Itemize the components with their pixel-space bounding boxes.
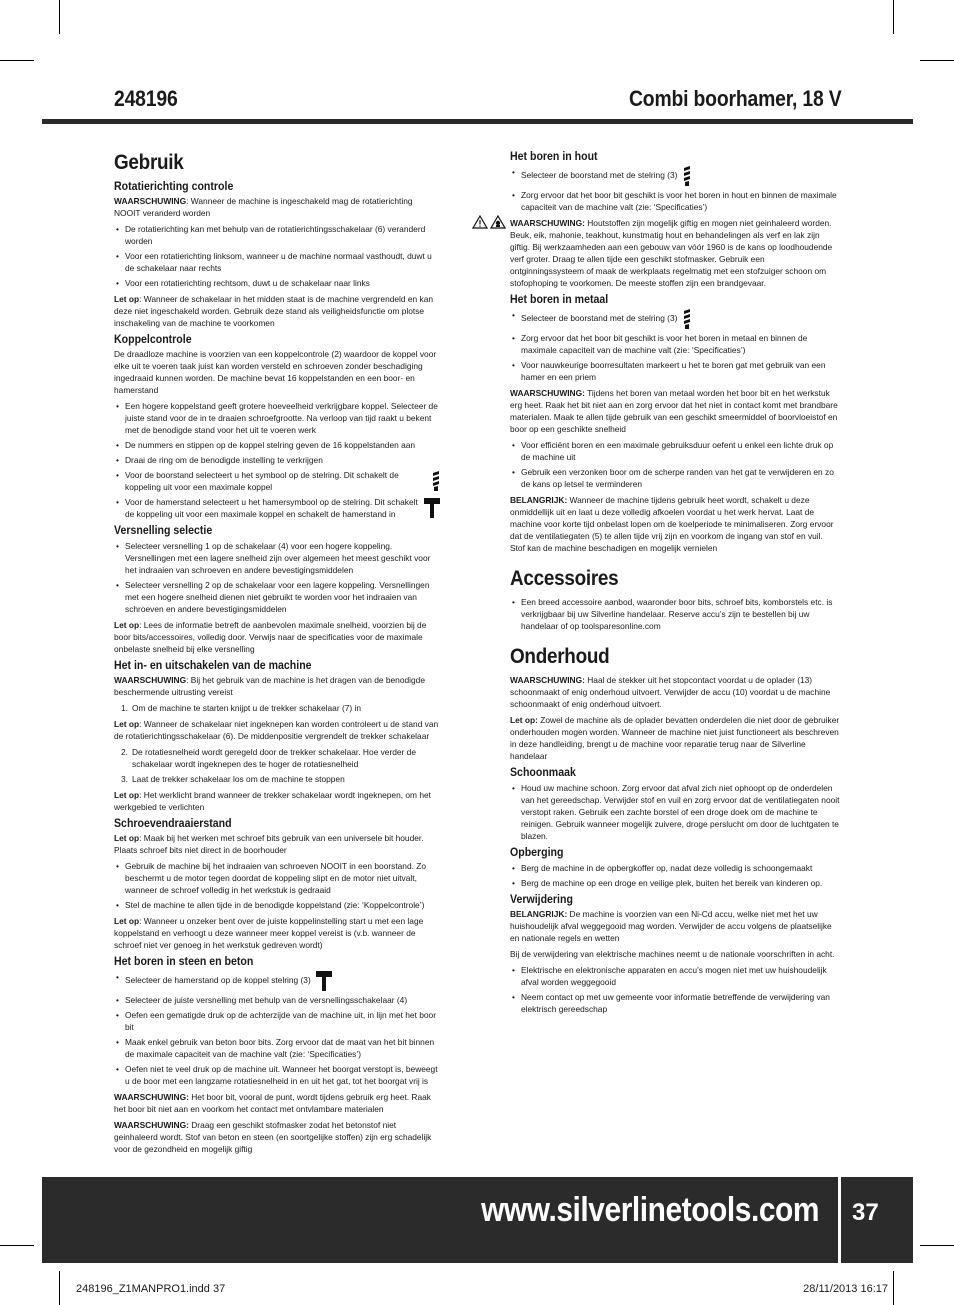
- important-body: De machine is voorzien van een Ni-Cd accu, welke niet met het uw huishoudelijk afval weggegooid mag worden. Verwijder de accu volgens de plaatselijke en nationale regels en wetten: [510, 909, 832, 943]
- note-text: [510, 714, 840, 762]
- list-item-text: Selecteer de boorstand met de stelring (3): [521, 313, 678, 324]
- warning-label: WAARSCHUWING:: [114, 1092, 189, 1102]
- warning-body: Tijdens het boren van metaal worden het boor bit en het werkstuk erg heet. Raak het bit niet aan en zorg ervoor dat het niet in contact komt met brandbare materialen. Maak te allen tijde gebruik van een geschikt smeermiddel of boorvloeistof en boor op een geschikte snelheid: [510, 388, 838, 434]
- list-item: • Selecteer de juiste versnelling met behulp van de versnellingsschakelaar (4): [114, 994, 440, 1006]
- note-label: Let op: [114, 790, 140, 800]
- list-item: • Selecteer versnelling 1 op de schakelaar (4) voor een hogere koppeling. Versnellingen met een lagere snelheid zijn over algemeen het meest geschikt voor het indraaien van schroeven en andere bevestigingsmiddelen: [114, 540, 440, 576]
- bullet-list: [114, 223, 440, 289]
- crop-mark: [920, 60, 954, 61]
- note-text: [114, 915, 440, 951]
- dust-mask-warning-icon: [490, 215, 506, 229]
- warning-label: WAARSCHUWING:: [510, 218, 585, 228]
- list-item: • Neem contact op met uw gemeente voor informatie betreffende de verwijdering van elektrisch gereedschap: [510, 991, 840, 1015]
- list-item-text: Om de machine te starten knijpt u de trekker schakelaar (7) in: [132, 703, 362, 713]
- drill-mode-icon: [683, 309, 691, 329]
- heading-rotation: Rotatierichting controle: [114, 181, 234, 193]
- important-label: BELANGRIJK:: [510, 909, 568, 919]
- list-item: • Maak enkel gebruik van beton boor bits. Zorg ervoor dat de maat van het bit binnen de maximale capaciteit van de machine valt (zie: ‘Specificaties’): [114, 1036, 440, 1060]
- heading-torque: Koppelcontrole: [114, 334, 192, 346]
- warning-icons: [472, 215, 506, 229]
- warning-body: : Bij het gebruik van de machine is het dragen van de benodigde beschermende uitrusting vereist: [114, 675, 425, 697]
- list-item-text: Selecteer de boorstand met de stelring (3): [521, 170, 678, 181]
- section-title-onderhoud: Onderhoud: [510, 645, 610, 668]
- bullet-list: [510, 309, 840, 383]
- list-item: • Zorg ervoor dat het boor bit geschikt is voor het boren in hout en binnen de maximale capaciteit van de machine valt (zie: ‘Specificaties’): [510, 189, 840, 213]
- list-item: • Gebruik een verzonken boor om de scherpe randen van het gat te verwijderen en zo de kans op letsel te verminderen: [510, 466, 840, 490]
- warning-body: Haal de stekker uit het stopcontact voordat u de oplader (13) schoonmaakt of enig onderhoud uitvoert. Verwijder de accu (10) voordat u de machine schoonmaakt of enig onderhoud uitvoert.: [510, 675, 831, 709]
- warning-body: Draag een geschikt stofmasker zodat het betonstof niet geinhaleerd wordt. Stof van beton en steen (en soortgelijke stoffen) zijn erg schadelijk voor de gezondheid en mogelijk giftig: [114, 1120, 432, 1154]
- note-text: [114, 832, 440, 856]
- bullet-list: [114, 540, 440, 615]
- list-item: [510, 309, 840, 329]
- list-number: 2.: [121, 747, 128, 757]
- page-title: Combi boorhamer, 18 V: [629, 86, 842, 111]
- warning-text: [114, 674, 440, 698]
- hammer-mode-icon: [316, 971, 332, 991]
- bullet-list: [510, 862, 840, 889]
- note-body: : Het werklicht brand wanneer de trekker schakelaar wordt ingeknepen, om het werkgebied te verlichten: [114, 790, 432, 812]
- bullet-list: [114, 400, 440, 520]
- list-item: • Een hogere koppelstand geeft grotere hoeveelheid verkrijgbare koppel. Selecteer de juiste stand voor de in te draaien schroefgrootte. Na verloop van tijd raakt u bekent met de benodigde stand voor het uit te voeren werk: [114, 400, 440, 436]
- bullet-list: [510, 596, 840, 632]
- note-body: : Lees de informatie betreft de aanbevolen maximale snelheid, voorzien bij de boor bits/accessoires, volledig door. Verwijs naar de specificaties voor de maximale onbelaste snelheid bij elke versnelling: [114, 620, 427, 654]
- list-item: • Selecteer versnelling 2 op de schakelaar voor een lagere koppeling. Versnellingen met een hogere snelheid dienen niet gebruikt te worden voor het indraaien van schroeven en andere bevestigingsmiddelen: [114, 579, 440, 615]
- list-number: 3.: [121, 774, 128, 784]
- warning-text: [114, 1091, 440, 1115]
- warning-body: Houtstoffen zijn mogelijk giftig en mogen niet geinhaleerd worden. Beuk, eik, mahonie, teakhout, kunstmatig hout en behandelingen als verf en lak zijn giftig. Bij werkzaamheden aan een gebouw van vóór 1960 is de kans op loodhoudende verf groter. Draag te allen tijde een geschikt stofmasker. Gebruik een ontginningssysteem of maak de werkplaats regelmatig met een stofzuiger schoon om stofophoping te voorkomen. De meeste stoffen zijn een brandgevaar.: [510, 218, 833, 288]
- note-label: Let op: [114, 833, 140, 843]
- warning-body: : Wanneer de machine is ingeschakeld mag de rotatierichting NOOIT veranderd worden: [114, 196, 413, 218]
- list-item: • Zorg ervoor dat het boor bit geschikt is voor het boren in metaal en binnen de maximale capaciteit van de machine valt (zie: ‘Specificaties’): [510, 332, 840, 356]
- list-item-text: Selecteer de hamerstand op de koppel stelring (3): [125, 975, 311, 986]
- important-label: BELANGRIJK:: [510, 495, 568, 505]
- bullet-list: [510, 166, 840, 213]
- note-label: Let op: [114, 719, 140, 729]
- warning-text: [510, 217, 840, 289]
- footer-divider: [838, 1177, 841, 1263]
- section-title-gebruik: Gebruik: [114, 151, 184, 174]
- note-body: Zowel de machine als de oplader bevatten onderdelen die niet door de gebruiker onderhouden mogen worden. Wanneer de machine niet juist functioneert als beschreven in deze handleiding, brengt u de machine voor reparatie terug naar de Silverline handelaar: [510, 715, 840, 761]
- list-item: • Voor efficiënt boren en een maximale gebruiksduur oefent u enkel een lichte druk op de machine uit: [510, 439, 840, 463]
- heading-cleaning: Schoonmaak: [510, 767, 576, 779]
- note-body: : Wanneer u onzeker bent over de juiste koppelinstelling start u met een lage koppelstand en verhoogt u deze wanneer meer koppel vereist is (v.b. wanneer de schroef niet ver genoeg in het werkstuk gedreven wordt): [114, 916, 424, 950]
- list-item: • Houd uw machine schoon. Zorg ervoor dat afval zich niet ophoopt op de onderdelen van het gereedschap. Verwijder stof en vuil en zorg ervoor dat de ventilatiegaten nooit verstopt raken. Gebruik een zachte borstel of een droge doek om de machine te reinigen. Gebruik wanneer mogelijk zuivere, droge perslucht om door de luchtgaten te blazen.: [510, 782, 840, 842]
- heading-storage: Opberging: [510, 847, 564, 859]
- heading-screwdriver: Schroevendraaierstand: [114, 818, 232, 830]
- note-text: [114, 718, 440, 742]
- list-item-text: Voor de hamerstand selecteert u het hamersymbool op de stelring. Dit schakelt de koppeling uit voor een maximale koppel en schakelt de hamerstand in: [125, 497, 418, 519]
- note-label: Let op: [114, 916, 140, 926]
- warning-text: [114, 1119, 440, 1155]
- list-item: • Oefen niet te veel druk op de machine uit. Wanneer het boorgat verstopt is, beweegt u de boor met een langzame rotatiesnelheid in en uit het gat, tot het boorgat vrij is: [114, 1063, 440, 1087]
- list-item: • Berg de machine in de opbergkoffer op, nadat deze volledig is schoongemaakt: [510, 862, 840, 874]
- bullet-list: [510, 439, 840, 490]
- list-item: [114, 702, 440, 714]
- list-item: [114, 469, 440, 493]
- note-body: : Maak bij het werken met schroef bits gebruik van een universele bit houder. Plaats schroef bits niet direct in de boorhouder: [114, 833, 424, 855]
- note-text: [114, 619, 440, 655]
- warning-text: [510, 674, 840, 710]
- list-item: • Berg de machine op een droge en veilige plek, buiten het bereik van kinderen op.: [510, 877, 840, 889]
- paragraph: De draadloze machine is voorzien van een koppelcontrole (2) waardoor de koppel voor elke uit te voeren taak juist kan worden versteld en schroeven zonder beschadiging ingedraaid kunnen worden. De machine bevat 16 koppelstanden en een boor- en hamerstand: [114, 349, 437, 395]
- note-body: : Wanneer de schakelaar in het midden staat is de machine vergrendeld en kan deze niet ingeschakeld worden. Gebruik deze stand als veiligheidsfunctie om plotse inschakeling van de machine te voorkomen: [114, 294, 434, 328]
- left-column: [114, 150, 440, 1159]
- bullet-list: [114, 860, 440, 911]
- important-body: Wanneer de machine tijdens gebruik heet wordt, schakelt u deze onmiddellijk uit en laat u deze volledig afkoelen voordat u het werk hervat. Laat de machine voor korte tijd onbelast lopen om de koelperiode te minimaliseren. Zorg ervoor dat de ventilatiegaten (5) te allen tijde vrij zijn en voorkom de ingang van stof en vuil. Stof kan de machine beschadigen en mogelijk vernielen: [510, 495, 834, 553]
- note-label: Let op: [114, 294, 140, 304]
- list-item: • Een breed accessoire aanbod, waaronder boor bits, schroef bits, komborstels etc. is verkrijgbaar bij uw Silverline handelaar. Reserve accu’s zijn te bestellen bij uw handelaar of op toolsparesonline.com: [510, 596, 840, 632]
- warning-label: WAARSCHUWING:: [510, 388, 585, 398]
- header-rule: [42, 119, 913, 124]
- paragraph: Bij de verwijdering van elektrische machines neemt u de nationale voorschriften in acht.: [510, 949, 835, 959]
- bullet-list: [510, 782, 840, 842]
- warning-triangle-icon: [472, 215, 488, 229]
- list-number: 1.: [121, 703, 128, 713]
- list-item: [114, 773, 440, 785]
- hammer-mode-icon: [424, 498, 440, 518]
- crop-mark: [59, 1271, 60, 1305]
- footer-band: [42, 1177, 913, 1263]
- list-item: • Gebruik de machine bij het indraaien van schroeven NOOIT in een boorstand. Zo beschermt u de motor tegen doordat de koppeling slipt en de motor niet uitvalt, wanneer de schroef volledig in het werkstuk is gedraaid: [114, 860, 440, 896]
- list-item: • Draai de ring om de benodigde instelling te verkrijgen: [114, 454, 440, 466]
- warning-label: WAARSCHUWING: [114, 675, 187, 685]
- print-slug-file: 248196_Z1MANPRO1.indd 37: [76, 1283, 226, 1295]
- list-item: • Voor een rotatierichting rechtsom, duwt u de schakelaar naar links: [114, 277, 440, 289]
- warning-body: Het boor bit, vooral de punt, wordt tijdens gebruik erg heet. Raak het boor bit niet aan en voorkom het contact met ontvlambare materialen: [114, 1092, 431, 1114]
- note-text: [114, 293, 440, 329]
- list-item: [114, 971, 440, 991]
- list-item: • Stel de machine te allen tijde in de benodigde koppelstand (zie: ‘Koppelcontrole’): [114, 899, 440, 911]
- warning-text: [510, 387, 840, 435]
- heading-metal: Het boren in metaal: [510, 294, 609, 306]
- crop-mark: [0, 1245, 34, 1246]
- numbered-list: [114, 702, 440, 714]
- bullet-list: [114, 971, 440, 1087]
- crop-mark: [59, 0, 60, 34]
- heading-stone: Het boren in steen en beton: [114, 956, 254, 968]
- list-item: [510, 166, 840, 186]
- list-item-text: Voor de boorstand selecteert u het symbool op de stelring. Dit schakelt de koppeling uit voor een maximale koppel: [125, 470, 399, 492]
- list-item: • Voor een rotatierichting linksom, wanneer u de machine normaal vasthoudt, duwt u de schakelaar naar rechts: [114, 250, 440, 274]
- print-slug-date: 28/11/2013 16:17: [803, 1283, 888, 1295]
- warning-label: WAARSCHUWING:: [114, 1120, 189, 1130]
- heading-switch: Het in- en uitschakelen van de machine: [114, 660, 312, 672]
- note-label: Let op:: [510, 715, 538, 725]
- warning-label: WAARSCHUWING: [114, 196, 187, 206]
- crop-mark: [920, 1245, 954, 1246]
- section-title-accessoires: Accessoires: [510, 567, 619, 590]
- list-item: [114, 746, 440, 770]
- list-item: • Elektrische en elektronische apparaten en accu’s mogen niet met uw huishoudelijk afval worden weggegooid: [510, 964, 840, 988]
- list-item: • Voor nauwkeurige boorresultaten markeert u het te boren gat met gebruik van een hamer en een priem: [510, 359, 840, 383]
- list-item: • De rotatierichting kan met behulp van de rotatierichtingsschakelaar (6) veranderd worden: [114, 223, 440, 247]
- list-item: • De nummers en stippen op de koppel stelring geven de 16 koppelstanden aan: [114, 439, 440, 451]
- crop-mark: [0, 60, 34, 61]
- product-code: 248196: [114, 86, 178, 111]
- drill-mode-icon: [683, 166, 691, 186]
- bullet-list: [510, 964, 840, 1015]
- important-text: [510, 908, 840, 944]
- warning-label: WAARSCHUWING:: [510, 675, 585, 685]
- crop-mark: [893, 1271, 894, 1305]
- website-link[interactable]: www.silverlinetools.com: [481, 1191, 819, 1229]
- list-item: • Oefen een gematigde druk op de achterzijde van de machine uit, in lijn met het boor bit: [114, 1009, 440, 1033]
- heading-wood: Het boren in hout: [510, 151, 598, 163]
- warning-text: [114, 195, 440, 219]
- right-column: [510, 150, 840, 1019]
- note-body: : Wanneer de schakelaar niet ingeknepen kan worden controleert u de stand van de rotatierichtingsschakelaar (6). De middenpositie vergrendelt de trekker schakelaar: [114, 719, 439, 741]
- list-item-text: De rotatiesnelheid wordt geregeld door de trekker schakelaar. Hoe verder de schakelaar wordt ingeknepen des te hoger de rotatiesnelheid: [132, 747, 416, 769]
- heading-disposal: Verwijdering: [510, 894, 573, 906]
- important-text: [510, 494, 840, 554]
- page-number: 37: [852, 1199, 879, 1226]
- heading-gear: Versnelling selectie: [114, 525, 213, 537]
- crop-mark: [893, 0, 894, 34]
- list-item: [114, 496, 440, 520]
- note-label: Let op: [114, 620, 140, 630]
- numbered-list: [114, 746, 440, 785]
- drill-mode-icon: [432, 471, 440, 491]
- note-text: [114, 789, 440, 813]
- list-item-text: Laat de trekker schakelaar los om de machine te stoppen: [132, 774, 345, 784]
